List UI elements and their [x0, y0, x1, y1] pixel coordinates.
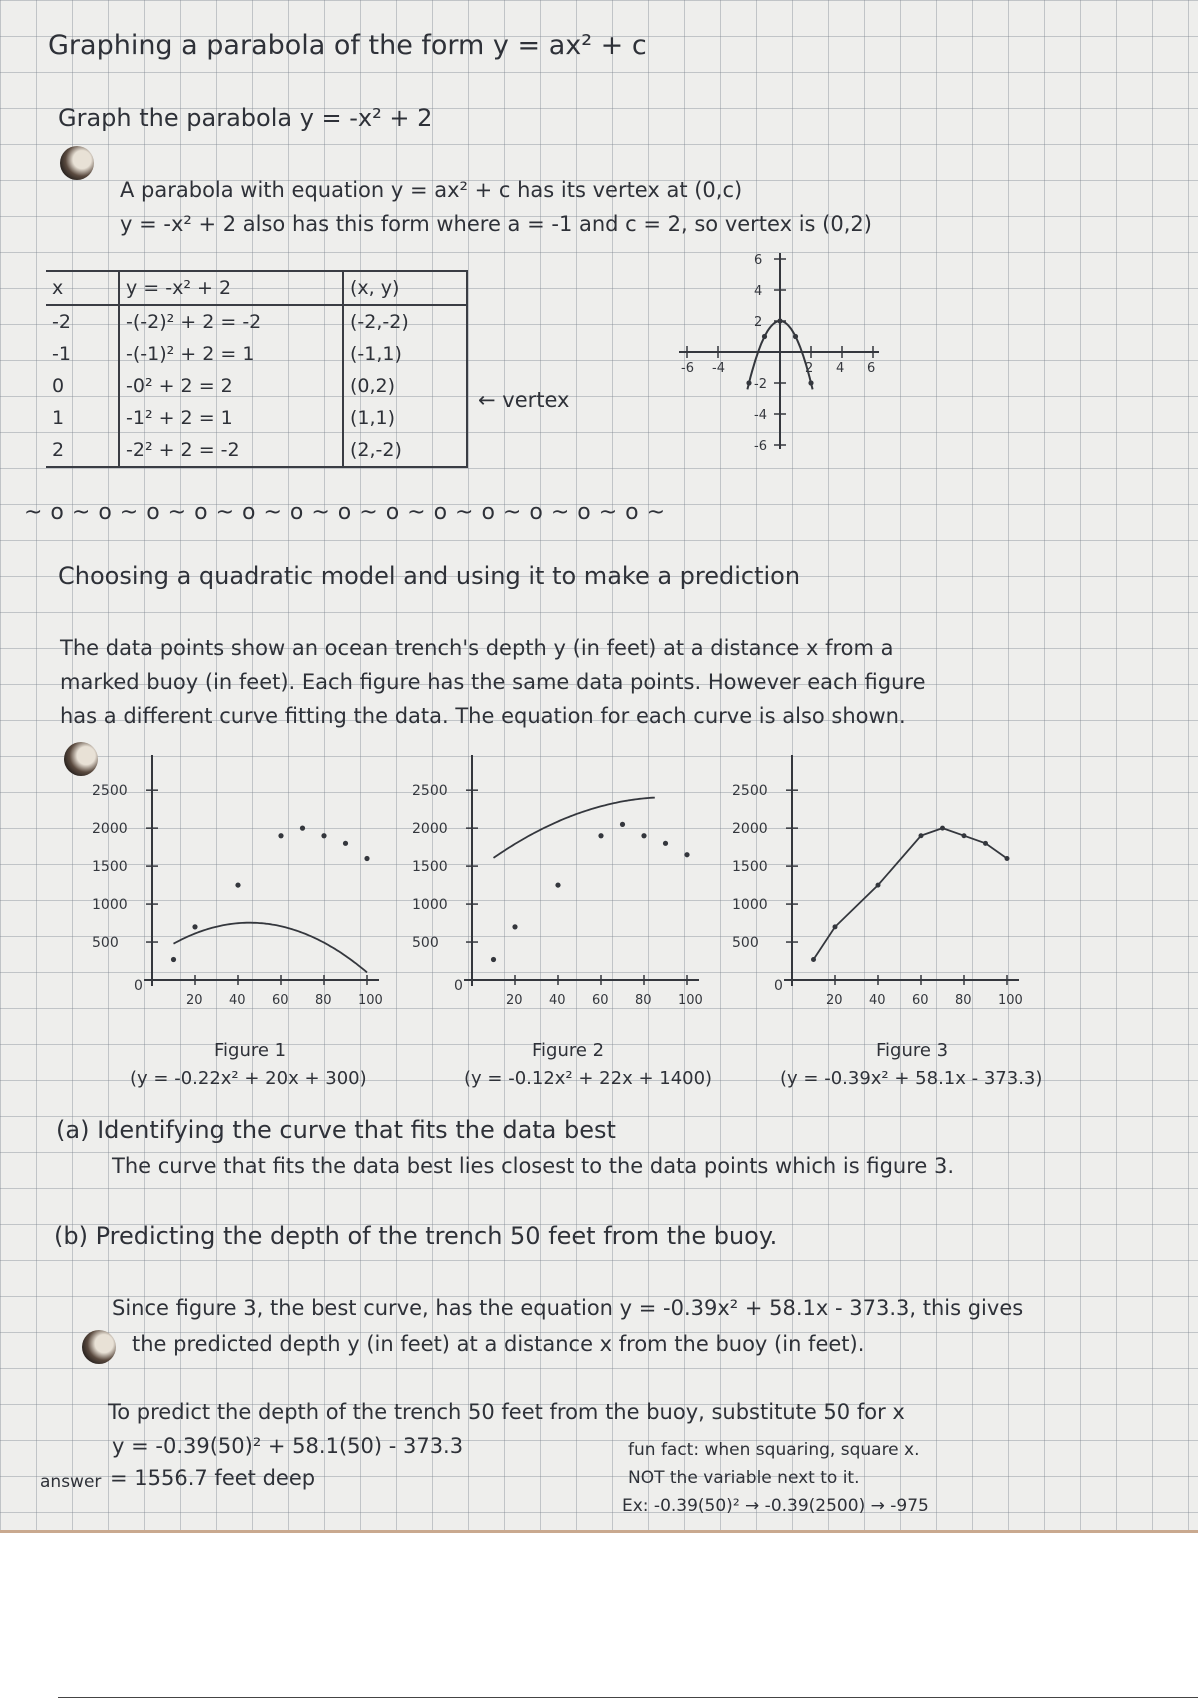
y-tick-label: 1500 [732, 859, 768, 876]
data-point [598, 833, 603, 838]
section1-explain-line2: y = -x² + 2 also has this form where a = -1 and c = 2, so vertex is (0,2) [120, 212, 872, 236]
data-point [962, 833, 967, 838]
fit-curve [494, 798, 655, 858]
x-tick-label: -6 [681, 361, 694, 376]
y-tick-label: 2500 [732, 783, 768, 800]
section2-paragraph-line2: marked buoy (in feet). Each figure has the same data points. However each figure [60, 670, 926, 694]
part-b-title: (b) Predicting the depth of the trench 50 feet from the buoy. [54, 1222, 778, 1250]
section2-paragraph-line3: has a different curve fitting the data. The equation for each curve is also shown. [60, 704, 906, 728]
table-row [46, 434, 467, 467]
figure3-chart [730, 760, 1050, 1040]
y-tick-label: 500 [412, 935, 439, 952]
data-point [192, 924, 197, 929]
section2-heading: Choosing a quadratic model and using it to make a prediction [58, 562, 801, 590]
table-header: y = -x² + 2 [119, 271, 343, 305]
data-point [491, 957, 496, 962]
data-point [512, 924, 517, 929]
data-point [684, 852, 689, 857]
origin-label: 0 [454, 978, 463, 994]
figure1-label: Figure 1 [214, 1040, 287, 1061]
x-tick-label: 6 [867, 361, 876, 376]
y-tick-label: 500 [732, 935, 759, 952]
x-tick-label: 4 [836, 361, 845, 376]
data-point [235, 882, 240, 887]
binder-hole [82, 1330, 116, 1364]
section1-heading: Graphing a parabola of the form y = ax² + c [48, 30, 647, 61]
x-tick-label: 60 [592, 993, 609, 1008]
fit-curve [174, 923, 368, 973]
table-row [46, 402, 467, 434]
data-point [641, 833, 646, 838]
section1-explain-line1: A parabola with equation y = ax² + c has its vertex at (0,c) [120, 178, 743, 202]
table-cell: -1² + 2 = 1 [119, 402, 343, 434]
funfact-line1: fun fact: when squaring, square x. [628, 1440, 920, 1460]
y-tick-label: 2500 [412, 783, 448, 800]
part-b-line4: y = -0.39(50)² + 58.1(50) - 373.3 [112, 1434, 464, 1458]
table-cell: -1 [46, 338, 119, 370]
y-tick-label: 1500 [412, 859, 448, 876]
part-b-line2: the predicted depth y (in feet) at a distance x from the buoy (in feet). [132, 1332, 865, 1356]
table-cell: (2,-2) [343, 434, 467, 467]
figure2-label: Figure 2 [532, 1040, 605, 1061]
data-point [555, 882, 560, 887]
y-tick-label: 2500 [92, 783, 128, 800]
figure2-chart [410, 760, 720, 1040]
y-tick-label: 2000 [92, 821, 128, 838]
x-tick-label: 2 [805, 361, 814, 376]
y-tick-label: -6 [754, 439, 767, 454]
x-tick-label: 80 [955, 993, 972, 1008]
table-cell: 1 [46, 402, 119, 434]
data-point [620, 822, 625, 827]
part-b-line1: Since figure 3, the best curve, has the equation y = -0.39x² + 58.1x - 373.3, this gives [112, 1296, 1024, 1320]
data-point [171, 957, 176, 962]
table-header-row [46, 271, 467, 305]
x-tick-label: 40 [869, 993, 886, 1008]
page-edge [0, 1530, 1198, 1533]
x-tick-label: 80 [315, 993, 332, 1008]
x-tick-label: 100 [358, 993, 383, 1008]
table-header: (x, y) [343, 271, 467, 305]
data-point [833, 924, 838, 929]
data-point [300, 826, 305, 831]
binder-hole [60, 146, 94, 180]
figure1-equation: (y = -0.22x² + 20x + 300) [130, 1068, 367, 1089]
data-point [278, 833, 283, 838]
table-row [46, 338, 467, 370]
part-a-text: The curve that fits the data best lies closest to the data points which is figure 3. [112, 1154, 955, 1178]
table-cell: (1,1) [343, 402, 467, 434]
section1-task: Graph the parabola y = -x² + 2 [58, 104, 433, 132]
x-tick-label: 60 [912, 993, 929, 1008]
y-tick-label: 2 [754, 315, 763, 330]
figure3-equation: (y = -0.39x² + 58.1x - 373.3) [780, 1068, 1043, 1089]
data-point [876, 883, 881, 888]
table-cell: 0 [46, 370, 119, 402]
y-tick-label: 1000 [412, 897, 448, 914]
y-tick-label: 1000 [92, 897, 128, 914]
x-tick-label: -4 [712, 361, 725, 376]
x-tick-label: 20 [826, 993, 843, 1008]
origin-label: 0 [774, 978, 783, 994]
table-point [777, 318, 782, 323]
fit-curve [814, 828, 1008, 959]
y-tick-label: 1500 [92, 859, 128, 876]
x-tick-label: 100 [678, 993, 703, 1008]
table-cell: -2 [46, 305, 119, 338]
y-tick-label: -4 [754, 408, 767, 423]
y-tick-label: 4 [754, 284, 763, 299]
y-tick-label: 1000 [732, 897, 768, 914]
data-point [364, 856, 369, 861]
table-point [808, 380, 813, 385]
table-cell: (-2,-2) [343, 305, 467, 338]
answer-label: answer [40, 1472, 102, 1492]
data-point [321, 833, 326, 838]
funfact-line2: NOT the variable next to it. [628, 1468, 860, 1488]
x-tick-label: 80 [635, 993, 652, 1008]
y-tick-label: -2 [754, 377, 767, 392]
table-point [793, 334, 798, 339]
table-row [46, 305, 467, 338]
data-point [983, 841, 988, 846]
bottom-rule [58, 1697, 1198, 1698]
table-cell: (-1,1) [343, 338, 467, 370]
figure2-equation: (y = -0.12x² + 22x + 1400) [464, 1068, 713, 1089]
y-tick-label: 2000 [412, 821, 448, 838]
section-divider: ~o~o~o~o~o~o~o~o~o~o~o~o~o~ [24, 500, 674, 525]
table-cell: (0,2) [343, 370, 467, 402]
table-cell: 2 [46, 434, 119, 467]
x-tick-label: 60 [272, 993, 289, 1008]
data-point [1005, 856, 1010, 861]
table-row [46, 370, 467, 402]
x-tick-label: 20 [506, 993, 523, 1008]
table-point [746, 380, 751, 385]
origin-label: 0 [134, 978, 143, 994]
figure3-label: Figure 3 [876, 1040, 949, 1061]
table-cell: -(-1)² + 2 = 1 [119, 338, 343, 370]
parabola-graph [681, 250, 930, 490]
data-point [343, 841, 348, 846]
x-tick-label: 40 [549, 993, 566, 1008]
x-tick-label: 100 [998, 993, 1023, 1008]
data-point [919, 833, 924, 838]
answer-value: = 1556.7 feet deep [110, 1466, 316, 1490]
section2-paragraph-line1: The data points show an ocean trench's depth y (in feet) at a distance x from a [60, 636, 894, 660]
table-cell: -0² + 2 = 2 [119, 370, 343, 402]
x-tick-label: 40 [229, 993, 246, 1008]
table-cell: -(-2)² + 2 = -2 [119, 305, 343, 338]
x-tick-label: 20 [186, 993, 203, 1008]
table-point [762, 334, 767, 339]
part-a-title: (a) Identifying the curve that fits the data best [56, 1116, 616, 1144]
funfact-line3: Ex: -0.39(50)² → -0.39(2500) → -975 [622, 1496, 929, 1516]
y-tick-label: 500 [92, 935, 119, 952]
data-point [811, 957, 816, 962]
y-tick-label: 2000 [732, 821, 768, 838]
part-b-line3: To predict the depth of the trench 50 feet from the buoy, substitute 50 for x [108, 1400, 905, 1424]
figure1-chart [90, 760, 400, 1040]
data-point [663, 841, 668, 846]
table-cell: -2² + 2 = -2 [119, 434, 343, 467]
vertex-note: ← vertex [478, 388, 570, 412]
y-tick-label: 6 [754, 253, 763, 268]
values-table [46, 270, 468, 468]
data-point [940, 826, 945, 831]
table-header: x [46, 271, 119, 305]
